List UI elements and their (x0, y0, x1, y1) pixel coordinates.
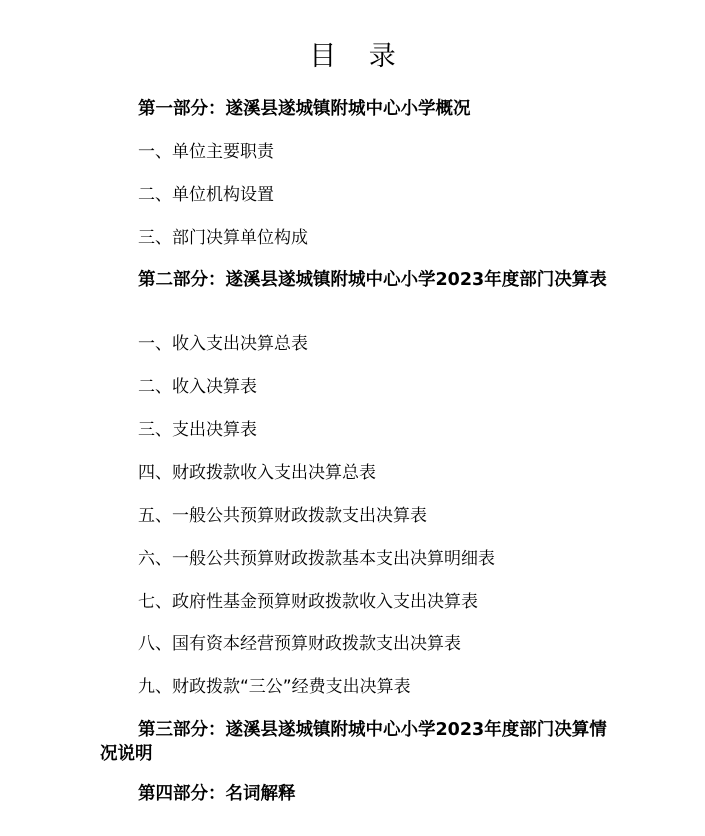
page-title: 目 录 (309, 41, 408, 72)
part3-heading: 第三部分：遂溪县遂城镇附城中心小学2023年度部门决算情况说明 (100, 720, 607, 764)
toc-item-part2-7: 七、政府性基金预算财政拨款收入支出决算表 (138, 592, 478, 612)
toc-item-part2-1: 一、收入支出决算总表 (138, 334, 308, 354)
toc-item-part2-5: 五、一般公共预算财政拨款支出决算表 (138, 506, 427, 526)
toc-item-part2-3: 三、支出决算表 (138, 420, 257, 440)
part2-heading: 第二部分：遂溪县遂城镇附城中心小学2023年度部门决算表 (138, 270, 607, 290)
toc-item-part1-2: 二、单位机构设置 (138, 185, 274, 205)
toc-item-part2-9: 九、财政拨款“三公”经费支出决算表 (138, 677, 411, 697)
toc-item-part2-2: 二、收入决算表 (138, 377, 257, 397)
toc-item-part2-8: 八、国有资本经营预算财政拨款支出决算表 (138, 634, 461, 654)
part4-heading: 第四部分：名词解释 (138, 784, 296, 804)
toc-item-part1-3: 三、部门决算单位构成 (138, 228, 308, 248)
toc-item-part1-1: 一、单位主要职责 (138, 142, 274, 162)
part1-heading: 第一部分：遂溪县遂城镇附城中心小学概况 (138, 99, 471, 119)
toc-item-part2-6: 六、一般公共预算财政拨款基本支出决算明细表 (138, 549, 495, 569)
toc-item-part2-4: 四、财政拨款收入支出决算总表 (138, 463, 376, 483)
